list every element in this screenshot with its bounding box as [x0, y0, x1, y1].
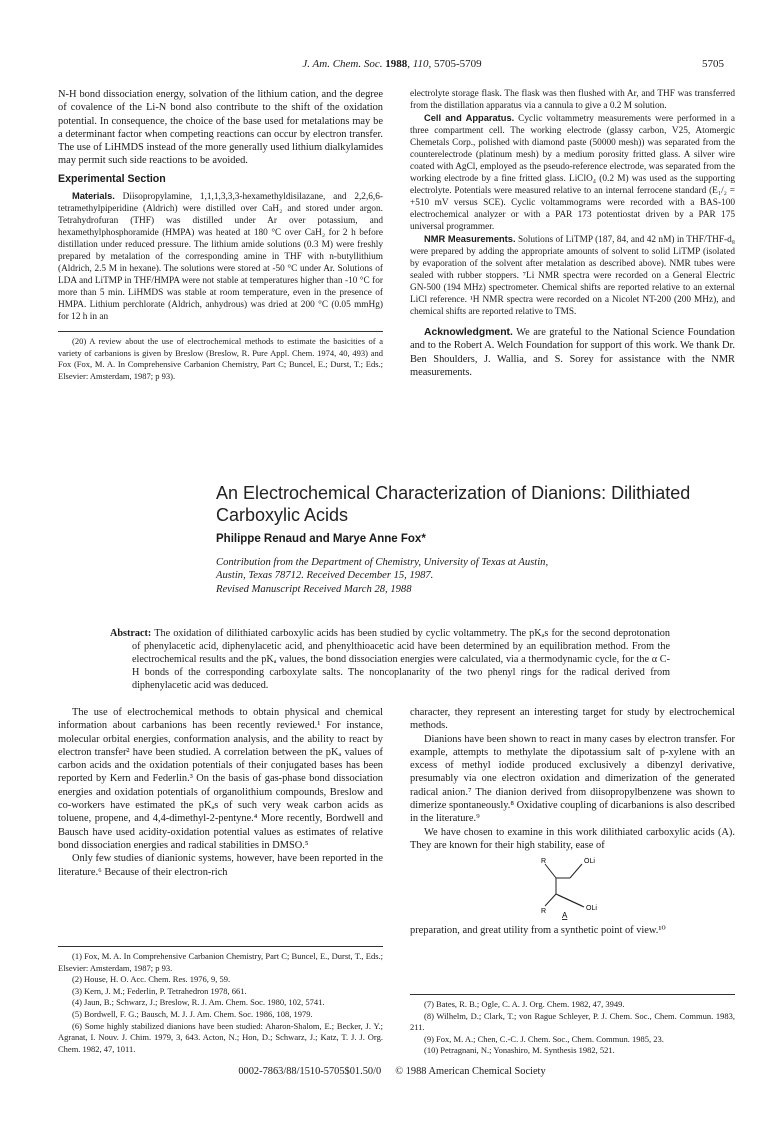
- cell-text: Cyclic voltammetry measurements were performed in a three compartment cell. The working electrode (glassy carbon, V25, Atomergic Chemetals Corp., polished with diamond paste (50000 mesh)) was separated from the counterelectrode (platinum mesh) by a medium porosity fritted glass. A silver wire coated with AgCl, employed as the pseudo-reference electrode, was separated from the working electrode by a fine fritted glass. LiClO₄ (0.2 M) was used as the supporting electrolyte. Potentials were measured relative to an internal ferrocene standard (E₁/₂ = +510 mV versus SCE). Cyclic voltammograms were recorded with a BAS-100 electrochemical analyzer or with a PAR 173 potentiostat driven by a PAR 175 universal programmer.: [410, 114, 735, 232]
- label-structure-a: A: [562, 911, 568, 921]
- abstract: [110, 627, 670, 692]
- footnote-2: (2) House, H. O. Acc. Chem. Res. 1976, 9, 59.: [72, 974, 231, 985]
- label-oli-top: OLi: [584, 858, 595, 866]
- footnotes-right: [410, 994, 735, 1057]
- footnote-3: (3) Kern, J. M.; Federlin, P. Tetrahedron 1978, 661.: [72, 985, 247, 996]
- article-title: An Electrochemical Characterization of Dianions: Dilithiated Carboxylic Acids: [216, 483, 691, 525]
- journal-volume: 110: [412, 58, 429, 70]
- footnote-9: (9) Fox, M. A.; Chen, C.-C. J. Chem. Soc., Chem. Commun. 1985, 23.: [424, 1033, 664, 1044]
- journal-name: J. Am. Chem. Soc.: [302, 58, 383, 70]
- abstract-text: The oxidation of dilithiated carboxylic acids has been studied by cyclic voltammetry. The pKₐs for the second deprotonation of phenylacetic acid, diphenylacetic acid, and phenylthioacetic acid have been determined by an equilibration method. From the electrochemical results and the pKₐ values, the bond dissociation energies were calculated, via a thermodynamic cycle, for the α C-H bonds of the corresponding carboxylate salts. The noncoplanarity of the two phenyl rings for the radical derived from diphenylacetic acid was deduced.: [132, 628, 670, 691]
- footnote-rule: [58, 331, 383, 332]
- affiliation-line-1: Contribution from the Department of Chemistry, University of Texas at Austin,: [216, 557, 549, 568]
- label-oli-bottom: OLi: [586, 905, 597, 913]
- footnote-5: (5) Bordwell, F. G.; Bausch, M. J. J. Am. Chem. Soc. 1986, 108, 1979.: [72, 1008, 313, 1019]
- footnote-4: (4) Jaun, B.; Schwarz, J.; Breslow, R. J. Am. Chem. Soc. 1980, 102, 5741.: [72, 997, 325, 1008]
- continuation-paragraph: N-H bond dissociation energy, solvation of the lithium cation, and the degree of covalence of the Li-N bond also contribute to the shift of the oxidation potential. In consequence, the choice of the base used for metalations may be a determinant factor when competing reactions can occur by electron transfer. The use of LiHMDS instead of the more generally used lithium dialkylamides may permit such side reactions to be avoided.: [58, 89, 383, 167]
- intro-right-paragraph-1: character, they represent an interesting target for study by electrochemical methods.: [410, 707, 735, 732]
- footer-copyright: © 1988 American Chemical Society: [395, 1066, 546, 1077]
- intro-right-paragraph-3: We have chosen to examine in this work dilithiated carboxylic acids (A). They are known for their high stability, ease of: [410, 826, 735, 851]
- journal-pages: 5705-5709: [433, 58, 482, 70]
- ack-head: Acknowledgment.: [424, 327, 513, 338]
- bond-r-bottom: [545, 894, 556, 906]
- structure-a: [410, 854, 735, 924]
- materials-head: Materials.: [72, 191, 115, 202]
- structure-a-drawing: [410, 854, 735, 924]
- label-r-top: R: [541, 858, 547, 866]
- intro-left-column: [58, 706, 383, 879]
- top-left-column: [58, 88, 383, 382]
- intro-right-paragraph-4: preparation, and great utility from a synthetic point of view.¹⁰: [410, 925, 666, 937]
- footnote-20: (20) A review about the use of electrochemical methods to estimate the basicities of a variety of carbanions is given by Breslow (Breslow, R. Pure Appl. Chem. 1974, 40, 493) and Fox (Fox, M. A. In Comprehensive Carbanion Chemistry, Part C; Buncel, E.; Durst, T.; Eds.; Elsevier: Amsterdam, 1987; p 93).: [58, 336, 383, 381]
- materials-paragraph: [58, 190, 383, 323]
- page-number: 5705: [702, 58, 724, 70]
- double-bond: [558, 895, 584, 907]
- acknowledgment-paragraph: [410, 326, 735, 379]
- footnote-rule-left: [58, 946, 383, 947]
- intro-paragraph-2: Only few studies of dianionic systems, however, have been reported in the literature.⁶ Because of their electron-rich: [58, 853, 383, 878]
- footnote-10: (10) Petragnani, N.; Yonashiro, M. Synthesis 1982, 521.: [424, 1045, 615, 1056]
- materials-text: Diisopropylamine, 1,1,1,3,3,3-hexamethyldisilazane, and 2,2,6,6-tetramethylpiperidine (Aldrich) were distilled over CaH₂ and stored under argon. Tetrahydrofuran (THF) was distilled under Ar over potassium, and hexamethylphosphoramide (HMPA) was heated at 180 °C over CaH₂ for 2 h before distillation under reduced pressure. The lithium amide solutions (0.3 M) were freshly prepared by metalation of the corresponding amine in THF with n-butyllithium (Aldrich, 2.5 M in hexane). The solutions were stored at -50 °C under Ar. Solutions of LDA and LiTMP in THF/HMPA were not stable at temperatures higher than -10 °C for more than 5 min. LiHMDS was stable at room temperature, even in the presence of HMPA. Lithium perchlorate (Aldrich, anhydrous) was dried at 200 °C (0.05 mmHg) for 12 h in an: [58, 192, 383, 323]
- authors: Philippe Renaud and Marye Anne Fox*: [216, 533, 426, 545]
- affiliation: [216, 556, 716, 596]
- nmr-head: NMR Measurements.: [424, 234, 516, 244]
- footnote-8: (8) Wilhelm, D.; Clark, T.; von Rague Schleyer, P. J. Chem. Soc., Chem. Commun. 1983, 211.: [410, 1010, 735, 1033]
- page-footer: [0, 1066, 784, 1077]
- bond-r-top: [545, 864, 556, 878]
- footnote-7: (7) Bates, R. B.; Ogle, C. A. J. Org. Chem. 1982, 47, 3949.: [424, 999, 625, 1009]
- journal-year: 1988: [385, 58, 408, 70]
- nmr-text: Solutions of LiTMP (187, 84, and 42 nM) in THF/THF-d₈ were prepared by adding the appropriate amounts of solvent to solid LiTMP (isolated by evaporation of the solvent after metalation as described above). NMR tubes were sealed with rubber stoppers. ⁷Li NMR spectra were recorded on a General Electric GN-500 (194 MHz) spectrometer. Chemical shifts are reported relative to an external LiCl reference. ¹H NMR spectra were recorded on a Nicolet NT-200 (200 MHz), and chemical shifts are reported relative to TMS.: [410, 235, 735, 317]
- bond-oli-top: [570, 864, 582, 878]
- continuation-paragraph-right: electrolyte storage flask. The flask was then flushed with Ar, and THF was transferred from the distillation apparatus via a cannula to give a 0.2 M solution.: [410, 89, 735, 111]
- cell-apparatus-paragraph: [410, 112, 735, 233]
- footer-code: 0002-7863/88/1510-5705$01.50/0: [238, 1066, 382, 1077]
- affiliation-line-3: Revised Manuscript Received March 28, 1988: [216, 583, 412, 595]
- label-r-bottom: R: [541, 908, 547, 916]
- nmr-paragraph: [410, 233, 735, 318]
- running-header: [0, 58, 784, 74]
- footnotes-left: [58, 946, 383, 1055]
- footnote-6: (6) Some highly stabilized dianions have been studied: Aharon-Shalom, E.; Becker, J. Y.; Agranat, I. Nouv. J. Chim. 1979, 3, 643. Acton, N.; Hon, D.; Schwarz, J.; Katz, T. J. J. Org. Chem. 1982, 47, 1011.: [58, 1020, 383, 1054]
- top-right-column: [410, 88, 735, 379]
- journal-citation: J. Am. Chem. Soc. 1988, 110, 5705-5709: [302, 58, 482, 70]
- intro-right-paragraph-2: Dianions have been shown to react in many cases by electron transfer. For example, attempts to methylate the dipotassium salt of p-xylene with an excess of methyl iodide produced exclusively a dibenzyl derivative, presumably via one electron oxidation and dimerization of the generated radical anion.⁷ The dianion derived from diisopropylbenzene was shown to dimerize spontaneously.⁸ Oxidative coupling of dicarbanions is also described in the literature.⁹: [410, 733, 735, 825]
- intro-right-column: [410, 706, 735, 938]
- ack-text: We are grateful to the National Science Foundation and to the Robert A. Welch Foundation for support of this work. We thank Dr. Ben Shoulders, J. Wallia, and S. Sorey for assistance with the NMR measurements.: [410, 327, 735, 378]
- affiliation-line-2: Austin, Texas 78712. Received December 15, 1987.: [216, 570, 434, 582]
- intro-paragraph-1: The use of electrochemical methods to obtain physical and chemical information about carbanions has been recently reviewed.¹ For instance, molecular orbital energies, conformation analysis, and the ability to react by electron transfer² have been studied. A correlation between the pKₐ values of carbon acids and the oxidation potentials of their conjugated bases has been reported by Kern and Federlin.³ On the basis of gas-phase bond dissociation energies and oxidation potentials of organolithium compounds, Breslow and co-workers have estimated the pKₐs of such very weak carbon acids as toluene, propene, and 4,4-dimethyl-2-pentyne.⁴ More recently, Bordwell and Bausch have used acidity-oxidation potential values as estimates of relative bond dissociation energies and radical stabilities in DMSO.⁵: [58, 707, 383, 851]
- cell-head: Cell and Apparatus.: [424, 113, 515, 123]
- section-heading: Experimental Section: [58, 172, 166, 185]
- footnote-1: (1) Fox, M. A. In Comprehensive Carbanion Chemistry, Part C; Buncel, E., Durst, T., Eds.; Elsevier: Amsterdam, 1987; p 93.: [58, 951, 383, 973]
- footnote-rule-right: [410, 994, 735, 995]
- abstract-label: Abstract:: [110, 628, 152, 639]
